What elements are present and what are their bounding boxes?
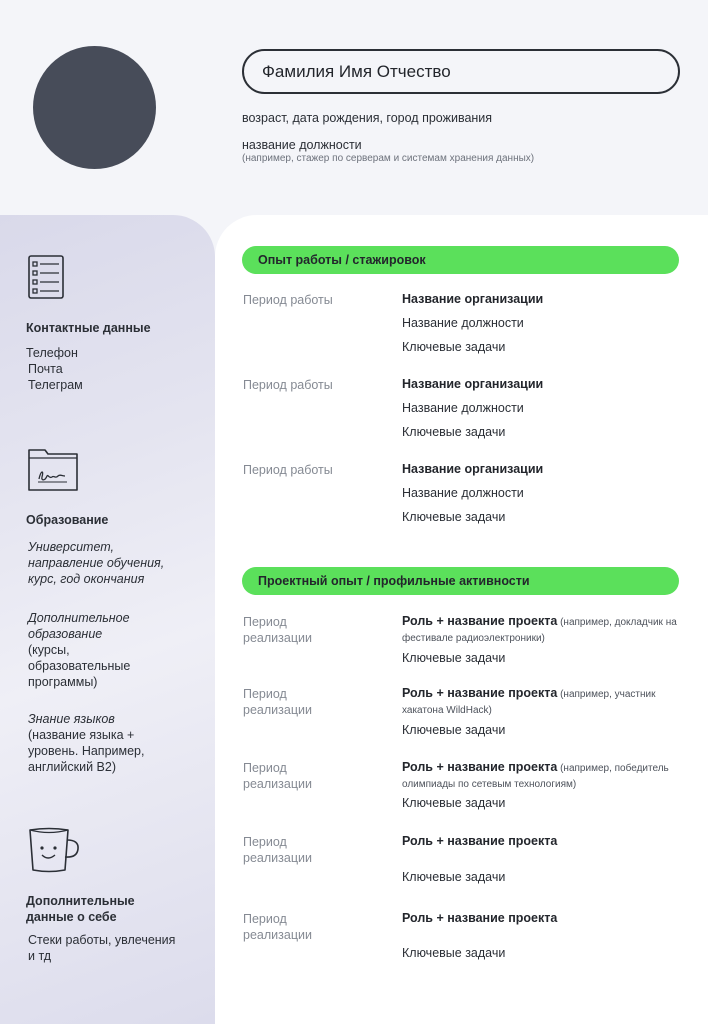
education-title: Образование xyxy=(26,513,109,527)
project-role-2 xyxy=(402,686,687,718)
project-tasks-3: Ключевые задачи xyxy=(402,796,506,810)
project-period-5-line-2: реализации xyxy=(243,928,312,942)
extra-education-line-2: образование xyxy=(28,627,103,641)
university-line-1: Университет, xyxy=(28,540,115,554)
full-name-box xyxy=(242,49,680,94)
project-period-1 xyxy=(243,614,383,646)
projects-section-title xyxy=(242,567,679,595)
project-period-2-line-1: Период xyxy=(243,687,287,701)
contact-telegram: Телеграм xyxy=(28,378,83,392)
mug-icon xyxy=(27,826,81,874)
experience-org-3: Название организации xyxy=(402,462,544,476)
project-role-5 xyxy=(402,911,687,927)
project-period-1-line-2: реализации xyxy=(243,631,312,645)
project-period-2 xyxy=(243,686,383,718)
project-period-4-line-2: реализации xyxy=(243,851,312,865)
project-period-3-line-1: Период xyxy=(243,761,287,775)
project-role-4 xyxy=(402,834,687,850)
project-period-4-line-1: Период xyxy=(243,835,287,849)
folder-signature-icon xyxy=(27,446,79,492)
about-title-line-2: данные о себе xyxy=(26,910,117,924)
project-tasks-1: Ключевые задачи xyxy=(402,651,506,665)
extra-education-line-3: (курсы, xyxy=(28,643,70,657)
extra-education-line-5: программы) xyxy=(28,675,98,689)
about-title-line-1: Дополнительные xyxy=(26,894,135,908)
university-line-2: направление обучения, xyxy=(28,556,165,570)
experience-position-1: Название должности xyxy=(402,316,524,330)
project-role-3-note: (например, победитель олимпиады по сетевым технологиям) xyxy=(402,763,669,790)
project-role-1-note: (например, докладчик на фестивале радиоэлектроники) xyxy=(402,617,677,644)
experience-title-text: Опыт работы / стажировок xyxy=(258,253,426,267)
position-hint: (например, стажер по серверам и системам хранения данных) xyxy=(242,153,535,164)
experience-org-2: Название организации xyxy=(402,377,544,391)
project-period-2-line-2: реализации xyxy=(243,703,312,717)
languages-line-3: английский B2) xyxy=(28,760,117,774)
project-period-5 xyxy=(243,911,383,943)
experience-position-3: Название должности xyxy=(402,486,524,500)
projects-title-text: Проектный опыт / профильные активности xyxy=(258,574,530,588)
experience-period-2: Период работы xyxy=(243,378,333,392)
project-role-3 xyxy=(402,760,687,792)
project-role-4-name: Роль + название проекта xyxy=(402,834,558,848)
project-role-5-name: Роль + название проекта xyxy=(402,911,558,925)
project-tasks-5: Ключевые задачи xyxy=(402,946,506,960)
experience-tasks-3: Ключевые задачи xyxy=(402,510,506,524)
about-text-line-1: Стеки работы, увлечения xyxy=(28,933,176,947)
languages-title: Знание языков xyxy=(28,712,115,726)
university-line-3: курс, год окончания xyxy=(28,572,145,586)
age-location-line: возраст, дата рождения, город проживания xyxy=(242,111,493,125)
contact-phone: Телефон xyxy=(26,346,78,360)
languages-line-1: (название языка + xyxy=(28,728,135,742)
project-period-3-line-2: реализации xyxy=(243,777,312,791)
experience-period-3: Период работы xyxy=(243,463,333,477)
contacts-title: Контактные данные xyxy=(26,321,151,335)
contact-email: Почта xyxy=(28,362,63,376)
avatar xyxy=(33,46,156,169)
project-role-3-name: Роль + название проекта xyxy=(402,760,558,774)
experience-section-title xyxy=(242,246,679,274)
project-role-2-name: Роль + название проекта xyxy=(402,686,558,700)
project-period-4 xyxy=(243,834,383,866)
extra-education-line-4: образовательные xyxy=(28,659,131,673)
header xyxy=(0,0,708,232)
checklist-icon xyxy=(27,254,65,300)
experience-org-1: Название организации xyxy=(402,292,544,306)
about-text-line-2: и тд xyxy=(28,949,52,963)
project-role-1-name: Роль + название проекта xyxy=(402,614,558,628)
project-tasks-4: Ключевые задачи xyxy=(402,870,506,884)
project-tasks-2: Ключевые задачи xyxy=(402,723,506,737)
languages-line-2: уровень. Например, xyxy=(28,744,145,758)
position-title: название должности xyxy=(242,138,362,152)
extra-education-line-1: Дополнительное xyxy=(28,611,130,625)
project-role-2-note: (например, участник хакатона WildHack) xyxy=(402,689,656,716)
project-period-3 xyxy=(243,760,383,792)
experience-period-1: Период работы xyxy=(243,293,333,307)
experience-tasks-1: Ключевые задачи xyxy=(402,340,506,354)
project-period-5-line-1: Период xyxy=(243,912,287,926)
experience-tasks-2: Ключевые задачи xyxy=(402,425,506,439)
project-period-1-line-1: Период xyxy=(243,615,287,629)
experience-position-2: Название должности xyxy=(402,401,524,415)
project-role-1 xyxy=(402,614,687,646)
full-name: Фамилия Имя Отчество xyxy=(262,61,451,81)
